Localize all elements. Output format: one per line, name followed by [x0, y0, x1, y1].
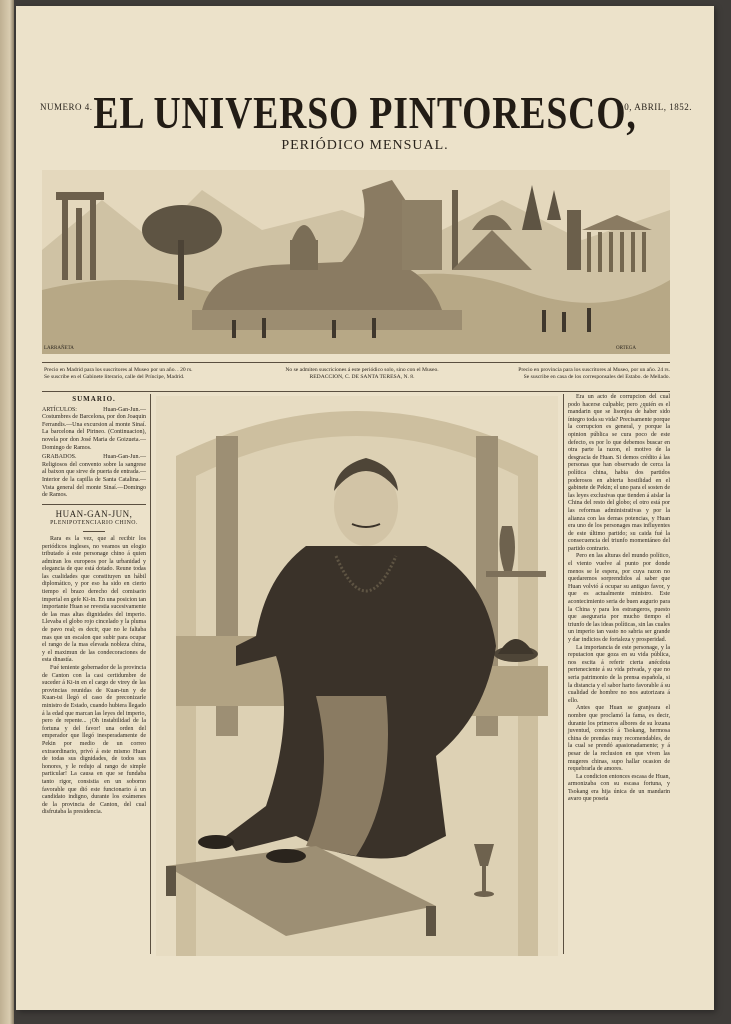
right-column: [568, 394, 670, 994]
left-column: [42, 394, 146, 994]
paragraph: Antes que Huan se granjeara el nombre que proclamó la fama, es decir, durante los primeros albores de su lozana juventud, conoció á Tsokang, hermosa china de prendas muy recomendables, de la cual se prendó apasionadamente; y á pesar de la reclusion en que viven las mugeres chinas, supo hallar ocasion de requebrarla de amores.: [568, 705, 670, 773]
paragraph: Fué teniente gobernador de la provincia de Canton con la casi certidumbre de suceder á Ki-in en el cargo de virey de las provincias reunidas de Kuan-tun y de Kuan-tsi llegó el caso de preconizarle ministro de Estado, cuando hubiera llegado á la edad que marcan las leyes del imperio, pero de repente... ¡Oh instabilidad de la fortuna y del favor! una orden del emperador que llegó inesperadamente de Pekin por medio de un correo extraordinario, privó á este mismo Huan de todas sus dignidades, de todos sus honores, y le redujo al rango de simple particular! La causa en que se fundaba tanto rigor, consistia en un soborno favorable que dió este funcionario á un candidato indigno, durante los exámenes de la provincia de Canton, del cual disfrutaba la presidencia.: [42, 665, 146, 816]
paragraph: La condicion entonces escasa de Huan, armonizaba con su escasa fortuna, y Tsokang era hija única de un mandarin avaro que poseia: [568, 773, 670, 803]
book-gutter: [0, 0, 14, 1024]
paragraph: La importancia de este personage, y la reputacion que goza en su vida pública, nos escita á referir cierta anécdota perteneciente á su vida privada, y que no seria patrimonio de la prensa española, si la distancia y el sabor harto favorable á su cualidad de hombre no nos autorizara á ello.: [568, 644, 670, 704]
sumario-title: SUMARIO.: [72, 395, 116, 403]
info-madrid: Precio en Madrid para los suscritores al Museo por un año. . 20 rs. Se suscribe en el Gabinete literario, calle del Príncipe, Madrid.: [44, 367, 193, 380]
newspaper-title: EL UNIVERSO PINTORESCO,: [93, 87, 637, 138]
info-provincias: Precio en provincia para los suscritores al Museo, por un año. 24 rs. Se suscribe en casa de los corresponsales del Estabo. de Mellado.: [518, 367, 670, 380]
divider: [83, 531, 105, 532]
masthead: [16, 86, 714, 146]
newspaper-subtitle: PERIÓDICO MENSUAL.: [281, 138, 449, 153]
issue-date: 10, ABRIL, 1852.: [619, 102, 692, 112]
issue-number: NUMERO 4.: [40, 102, 93, 112]
article-body-left: [42, 536, 146, 817]
article-subtitle: PLENIPOTENCIARIO CHINO.: [50, 520, 138, 527]
column-rule: [563, 394, 564, 954]
divider: [42, 504, 146, 505]
subscription-info: [42, 362, 670, 392]
portrait-engraving: [156, 396, 558, 956]
masthead-engraving: [42, 170, 670, 354]
engraver-signature-right: ORTEGA: [616, 346, 636, 351]
article-title: HUAN-GAN-JUN,: [55, 508, 133, 519]
sumario: [42, 396, 146, 500]
paragraph: Rara es la vez, que al recibir los periódicos ingleses, no veamos un elogio tributado á este personage chino á quien admiran los europeos por la urbanidad y elegancia de que está dotado. Reune todas las cualidades que constituyen un hábil diplomático, y por eso ha sido en cierto tiempo el brazo derecho del comisario imperial en gefe Ki-in. En una posicion tan importante Huan se revestia sucesivamente de las mas altas dignidades del imperio. Llevaba el globo rojo cincelado y la pluma de pavo real; es decir, que no le faltaba mas que un escalon que subir para ocupar el rango de la mas elevada nobleza china, y el maximun de las condecoraciones de esta dinastía.: [42, 535, 146, 664]
paragraph: Pero en las alturas del mundo político, el viento vuelve al punto por donde menos se le espera, por cuya razon no quedaremos sorprendidos al saber que Huan volvió á ocupar su antiguo favor, y que es actualmente ministro. Este acontecimiento seria de buen augurio para la China y para los estrangeros, puesto que aseguraria por mucho tiempo el triunfo de las ideas políticas, sin las cuales un imperio tan vasto no sabria ser grande y dar indicios de fortaleza y prosperidad.: [568, 553, 670, 643]
paragraph: Era un acto de corrupcion del cual podo hacerse culpable; pero ¿quién es el mandarin que se lisonjea de haber sido íntegro toda su vida? Precisamente porque la corrupcion es general, y porque la opinion pública se cura poco de este defecto, es por lo que debemos buscar en otra parte la razon, el motivo de la desgracia de Huan. Si demos crédito á las personas que han observado de cerca la política china, habia dos partidos poderosos en abierta hostilidad en el gabinete de Pekin; el uno para el sosten de las leyes exclusivas que tienden á aislar la China del resto del globo; el otro está por las reformas administrativas y por la alianza con las demas potencias, y Huan era uno de los personages mas influyentes de este último partido; su caida fué la consecuencia del triunfo momentáneo del partido contrario.: [568, 394, 670, 552]
sumario-articulos: ARTÍCULOS: Huan-Gan-Jun.—Costumbres de Barcelona, por don Joaquin Ferrandis.—Una excursion al monte Sinaí. La barcelona del Pirineo. (Continuacion), novela por don José Maria de Goizueta.—Domingo de Ramos.: [42, 406, 146, 451]
engraver-signature-left: LARRAÑETA: [44, 346, 74, 351]
newspaper-page: [16, 6, 714, 1010]
info-redaccion: No se admiten suscriciones á este periódico solo, sino con el Museo. REDACCION, C. DE SANTA TERESA, N. 8.: [285, 367, 439, 380]
column-rule: [150, 394, 151, 954]
sumario-grabados: GRABADOS. Huan-Gan-Jun.—Religiosos del convento sobre la sangrese al baixon que sirve de puerta de entrada.—Interior de la capilla de Santa Catalina.—Vista general del monte Sinaí.—Domingo de Ramos.: [42, 454, 146, 499]
